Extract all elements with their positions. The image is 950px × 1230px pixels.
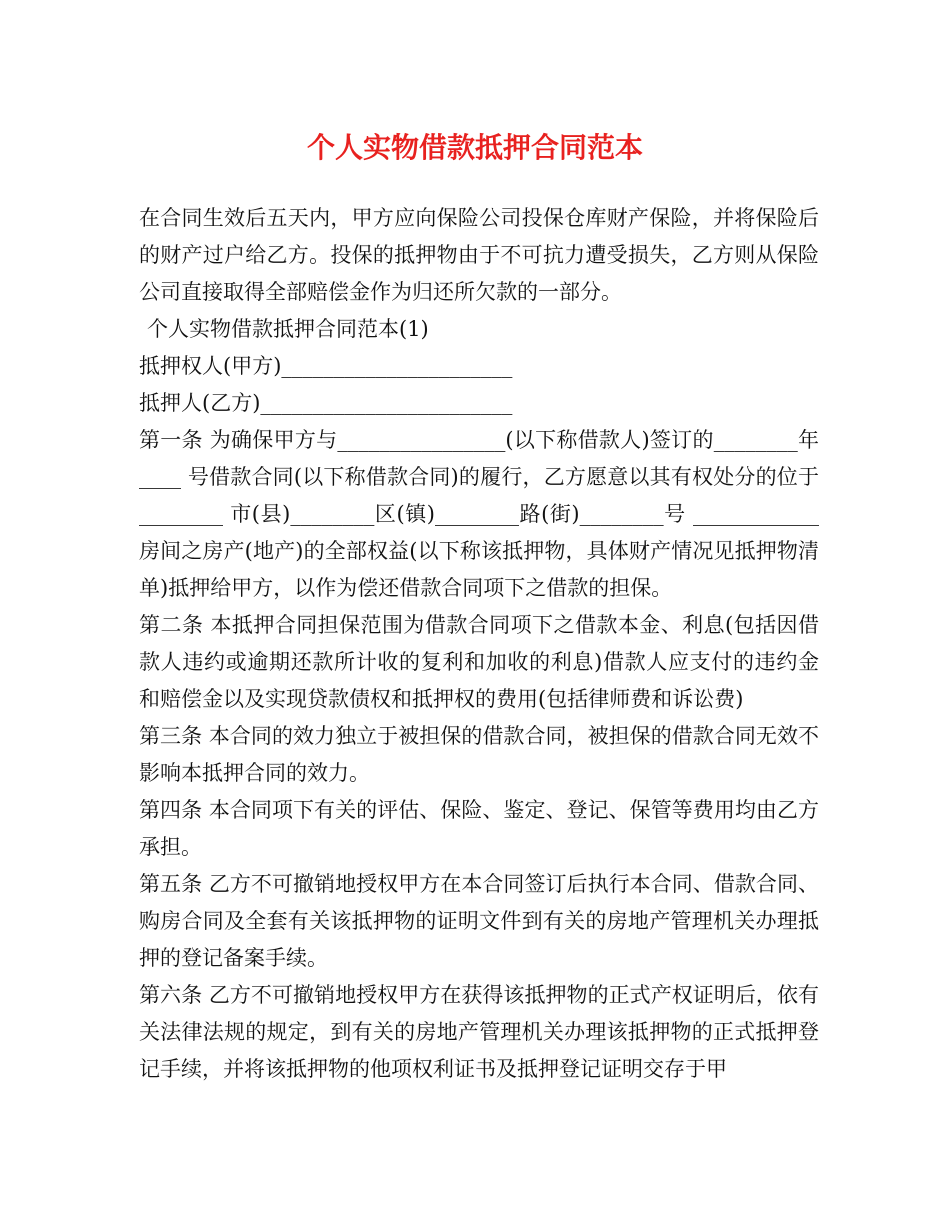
article-4: 第四条 本合同项下有关的评估、保险、鉴定、登记、保管等费用均由乙方承担。 <box>139 798 819 859</box>
document-title: 个人实物借款抵押合同范本 <box>306 131 643 164</box>
article-2: 第二条 本抵押合同担保范围为借款合同项下之借款本金、利息(包括因借款人违约或逾期还款所计收的复利和加收的利息)借款人应支付的违约金和赔偿金以及实现贷款债权和抵押权的费用(包括律师费和诉讼费) <box>139 613 819 711</box>
mortgagee-line: 抵押权人(甲方)______________________ <box>139 354 513 378</box>
article-3: 第三条 本合同的效力独立于被担保的借款合同，被担保的借款合同无效不影响本抵押合同的效力。 <box>139 724 819 785</box>
article-1: 第一条 为确保甲方与________________(以下称借款人)签订的________年____ 号借款合同(以下称借款合同)的履行，乙方愿意以其有权处分的位于________ 市(县)________区(镇)________路(街)________号 ____________房间之房产(地产)的全部权益(以下称该抵押物，具体财产情况见抵押物清单)抵押给甲方，以作为偿还借款合同项下之借款的担保。 <box>139 428 819 600</box>
contract-subheading: 个人实物借款抵押合同范本(1) <box>147 317 429 341</box>
intro-paragraph: 在合同生效后五天内，甲方应向保险公司投保仓库财产保险，并将保险后的财产过户给乙方。投保的抵押物由于不可抗力遭受损失，乙方则从保险公司直接取得全部赔偿金作为归还所欠款的一部分。 <box>139 206 819 304</box>
mortgagor-line: 抵押人(乙方)________________________ <box>139 391 513 415</box>
article-5: 第五条 乙方不可撤销地授权甲方在本合同签订后执行本合同、借款合同、购房合同及全套有关该抵押物的证明文件到有关的房地产管理机关办理抵押的登记备案手续。 <box>139 872 819 970</box>
article-6: 第六条 乙方不可撤销地授权甲方在获得该抵押物的正式产权证明后，依有关法律法规的规定，到有关的房地产管理机关办理该抵押物的正式抵押登记手续，并将该抵押物的他项权利证书及抵押登记证明交存于甲 <box>139 983 819 1081</box>
document-body <box>139 200 819 1088</box>
